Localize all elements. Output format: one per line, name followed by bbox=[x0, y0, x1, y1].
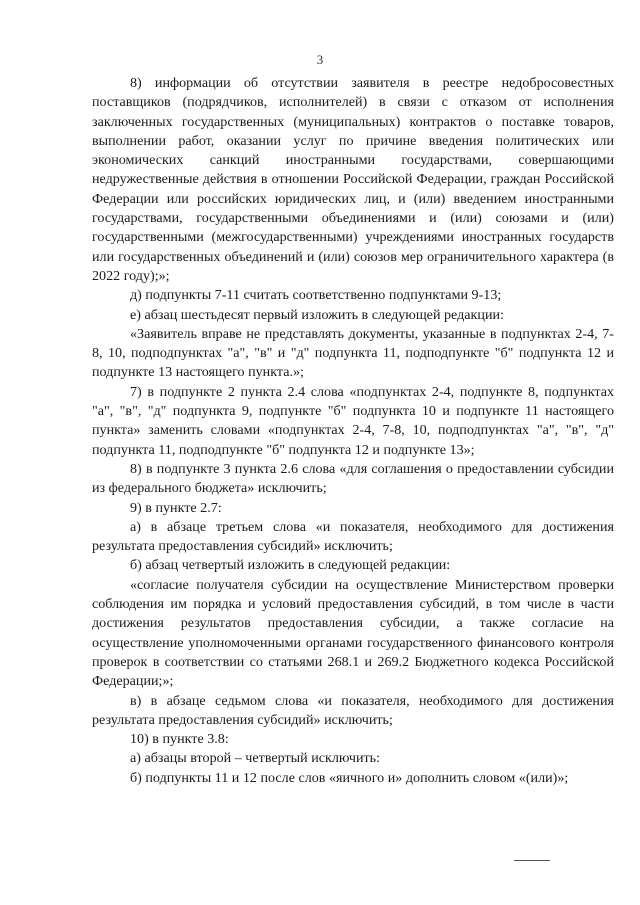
paragraph-quote-consent: «согласие получателя субсидии на осуществление Министерством проверки соблюдения им порядка и условий предоставления субсидий, в том числе в части достижения результатов предоставления субсидии, а также согласие на осуществление уполномоченными органами государственного финансового контроля проверок в соответствии со статьями 268.1 и 269.2 Бюджетного кодекса Российской Федерации;»; bbox=[92, 576, 614, 690]
paragraph-item-7: 7) в подпункте 2 пункта 2.4 слова «подпунктах 2-4, подпункте 8, подпунктах "а", "в", "д" подпункта 9, подпункте "б" подпункта 10 и подпункте 11 настоящего пункта» заменить словами «подпунктах 2-4, 7-8, 10, подподпунктах "а", "в", "д" подпункта 11, подподпункте "б" подпункта 12 и подпункте 13»; bbox=[92, 383, 614, 458]
paragraph-item-9-a: а) в абзаце третьем слова «и показателя, необходимого для достижения результата предоставления субсидий» исключить; bbox=[92, 518, 614, 555]
paragraph-item-9-v: в) в абзаце седьмом слова «и показателя, необходимого для достижения результата предоставления субсидий» исключить; bbox=[92, 692, 614, 728]
document-body bbox=[92, 74, 614, 788]
paragraph-subitem-e: е) абзац шестьдесят первый изложить в следующей редакции: bbox=[130, 306, 504, 323]
paragraph-item-10: 10) в пункте 3.8: bbox=[130, 731, 229, 748]
paragraph-subitem-d: д) подпункты 7-11 считать соответственно подпунктами 9-13; bbox=[130, 287, 502, 304]
paragraph-item-8: 8) в подпункте 3 пункта 2.6 слова «для соглашения о предоставлении субсидии из федерального бюджета» исключить; bbox=[92, 460, 614, 497]
paragraph-item-9-b: б) абзац четвертый изложить в следующей редакции: bbox=[130, 557, 451, 574]
paragraph-quote-applicant: «Заявитель вправе не представлять документы, указанные в подпунктах 2-4, 7-8, 10, подподпунктах "а", "в" и "д" подпункта 11, подподпункте "б" подпункта 12 и подпункте 13 настоящего пункта.»; bbox=[92, 325, 614, 381]
page-number: 3 bbox=[316, 52, 324, 67]
footer-line-mark bbox=[514, 860, 550, 861]
paragraph-item-9: 9) в пункте 2.7: bbox=[130, 499, 222, 516]
paragraph-item-8-sanctions: 8) информации об отсутствии заявителя в реестре недобросовестных поставщиков (подрядчиков, исполнителей) в связи с отказом от исполнения заключенных государственных (муниципальных) контрактов о поставке товаров, выполнении работ, оказании услуг по причине введения политических или экономических санкций иностранными государствами, совершающими недружественные действия в отношении Российской Федерации, граждан Российской Федерации или российских юридических лиц, и (или) введением иностранными государствами, государственными объединениями и (или) союзами и (или) государственными (межгосударственными) учреждениями иностранных государств или государственных объединений и (или) союзов мер ограничительного характера (в 2022 году);»; bbox=[92, 75, 614, 284]
paragraph-item-10-a: а) абзацы второй – четвертый исключить: bbox=[130, 750, 380, 767]
paragraph-item-10-b: б) подпункты 11 и 12 после слов «яичного и» дополнить словом «(или)»; bbox=[130, 769, 569, 786]
